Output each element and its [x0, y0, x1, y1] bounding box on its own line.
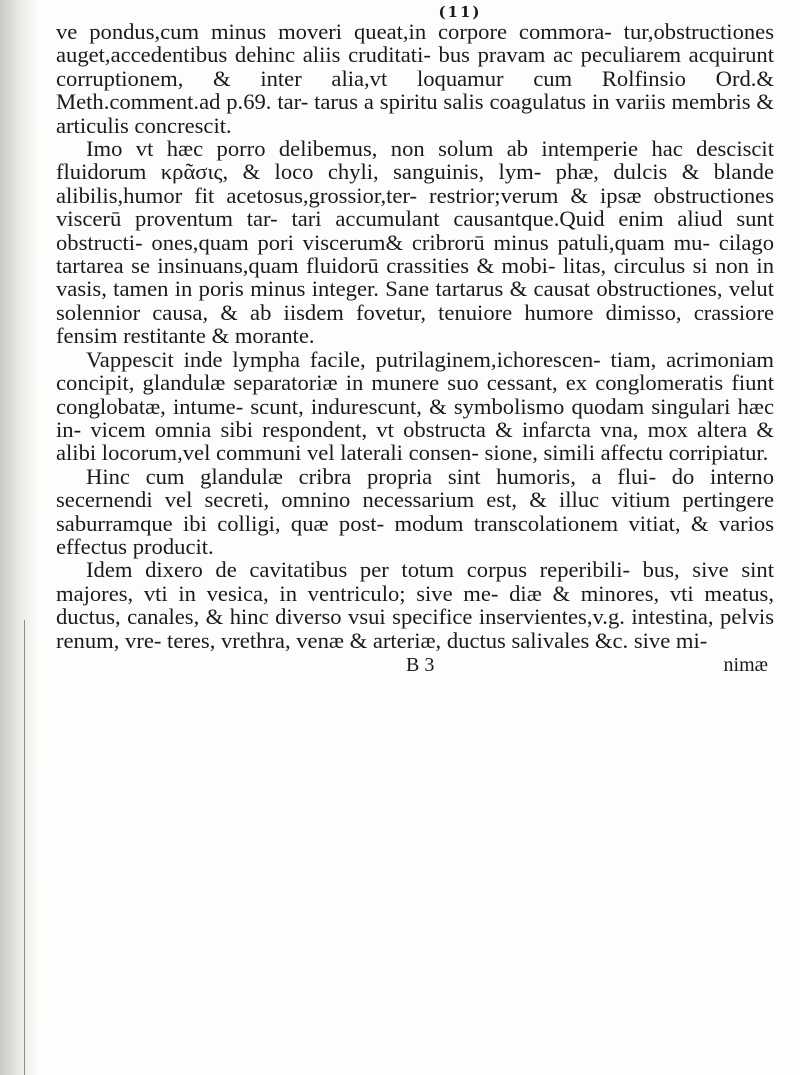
page-footer: [56, 654, 774, 676]
paragraph-3: Vappescit inde lympha facile, putrilaginem,ichorescen- tiam, acrimoniam concipit, glandulæ separatoriæ in munere suo cessant, ex conglomeratis fiunt conglobatæ, intume- scunt, indurescunt, & symbolismo quodam singulari hæc in- vicem omnia sibi respondent, vt obstructa & infarcta vna, mox altera & alibi locorum,vel communi vel laterali consen- sione, simili affectu corripiatur.: [56, 346, 774, 466]
paragraph-5: Idem dixero de cavitatibus per totum corpus reperibili- bus, sive sint majores, vti in vesica, in ventriculo; sive me- diæ & minores, vti meatus, ductus, canales, & hinc diverso vsui specifice inservientes,v.g. intestina, pelvis renum, vre- teres, vrethra, venæ & arteriæ, ductus salivales &c. sive mi-: [56, 557, 774, 653]
body-text: [56, 20, 774, 652]
signature-mark: B 3: [406, 653, 435, 676]
page-number: (11): [438, 3, 482, 21]
page-gutter-shadow: [0, 0, 38, 1075]
paragraph-2: Imo vt hæc porro delibemus, non solum ab intemperie hac desciscit fluidorum κρᾶσις, & loco chyli, sanguinis, lym- phæ, dulcis & blande alibilis,humor fit acetosus,grossior,ter- restrior;verum & ipsæ obstructiones viscerū proventum tar- tari accumulant causantque.Quid enim aliud sunt obstructi- ones,quam pori viscerum& cribrorū minus patuli,quam mu- cilago tartarea se insinuans,quam fluidorū crassities & mobi- litas, circulus si non in vasis, tamen in poris minus integer. Sane tartarus & causat obstructiones, velut solennior causa, & ab iisdem fovetur, tenuiore humore dimisso, crassiore fensim restitante & morante.: [56, 136, 774, 349]
catchword: nimæ: [723, 653, 768, 676]
paragraph-4: Hinc cum glandulæ cribra propria sint humoris, a flui- do interno secernendi vel secreti, omnino necessarium est, & illuc vitium pertingere saburramque ibi colligi, quæ post- modum transcolationem vitiat, & varios effectus producit.: [56, 463, 774, 559]
paragraph-1: ve pondus,cum minus moveri queat,in corpore commora- tur,obstructiones auget,accedentibus dehinc aliis cruditati- bus pravam ac peculiarem acquirunt corruptionem, & inter alia,vt loquamur cum Rolfinsio Ord.& Meth.comment.ad p.69. tar- tarus a spiritu salis coagulatus in variis membris & articulis concrescit.: [56, 19, 774, 138]
